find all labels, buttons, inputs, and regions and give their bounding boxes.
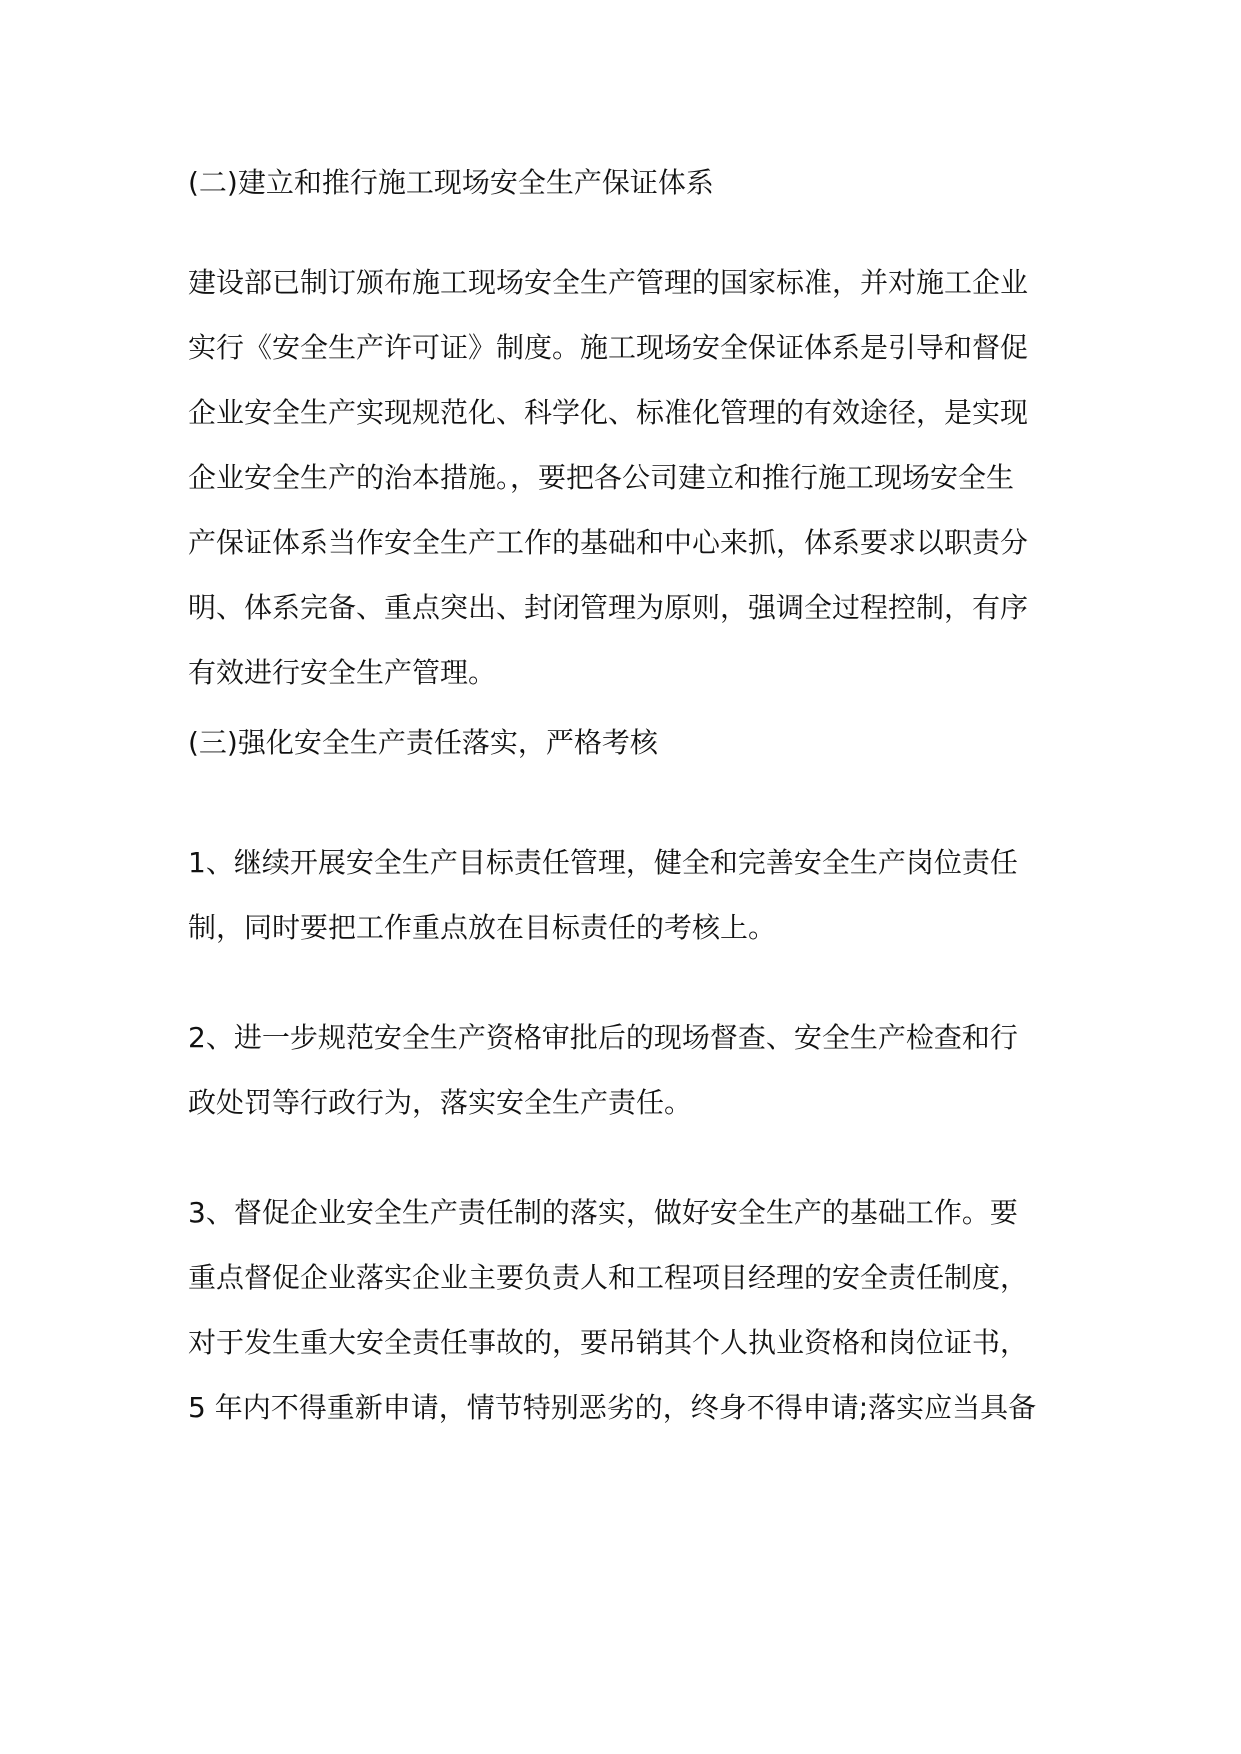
list-item-2 [188,1005,1068,1135]
section-heading-2 [188,150,1068,215]
paragraph-line: 企业安全生产实现规范化、科学化、标准化管理的有效途径，是实现 [188,396,1029,429]
paragraph-line: 企业安全生产的治本措施。，要把各公司建立和推行施工现场安全生 [188,461,1015,494]
paragraph-line: 明、体系完备、重点突出、封闭管理为原则，强调全过程控制，有序 [188,591,1029,624]
list-item-line: 重点督促企业落实企业主要负责人和工程项目经理的安全责任制度， [188,1261,1029,1294]
heading-text: (二)建立和推行施工现场安全生产保证体系 [188,166,714,199]
list-item-3 [188,1180,1068,1440]
list-item-line: 1、继续开展安全生产目标责任管理，健全和完善安全生产岗位责任 [188,846,1018,879]
paragraph-line: 建设部已制订颁布施工现场安全生产管理的国家标准，并对施工企业 [188,266,1029,299]
list-item-line: 2、进一步规范安全生产资格审批后的现场督查、安全生产检查和行 [188,1021,1018,1054]
section-heading-3 [188,710,1068,775]
paragraph-line: 有效进行安全生产管理。 [188,656,497,689]
list-item-line: 对于发生重大安全责任事故的，要吊销其个人执业资格和岗位证书， [188,1326,1029,1359]
paragraph-safety-system [188,250,1068,705]
paragraph-line: 产保证体系当作安全生产工作的基础和中心来抓，体系要求以职责分 [188,526,1029,559]
list-item-line: 政处罚等行政行为，落实安全生产责任。 [188,1086,693,1119]
list-item-line: 5 年内不得重新申请，情节特别恶劣的，终身不得申请;落实应当具备 [188,1391,1037,1424]
list-item-line: 制，同时要把工作重点放在目标责任的考核上。 [188,911,777,944]
list-item-line: 3、督促企业安全生产责任制的落实，做好安全生产的基础工作。要 [188,1196,1018,1229]
heading-text: (三)强化安全生产责任落实，严格考核 [188,726,658,759]
paragraph-line: 实行《安全生产许可证》制度。施工现场安全保证体系是引导和督促 [188,331,1029,364]
list-item-1 [188,830,1068,960]
